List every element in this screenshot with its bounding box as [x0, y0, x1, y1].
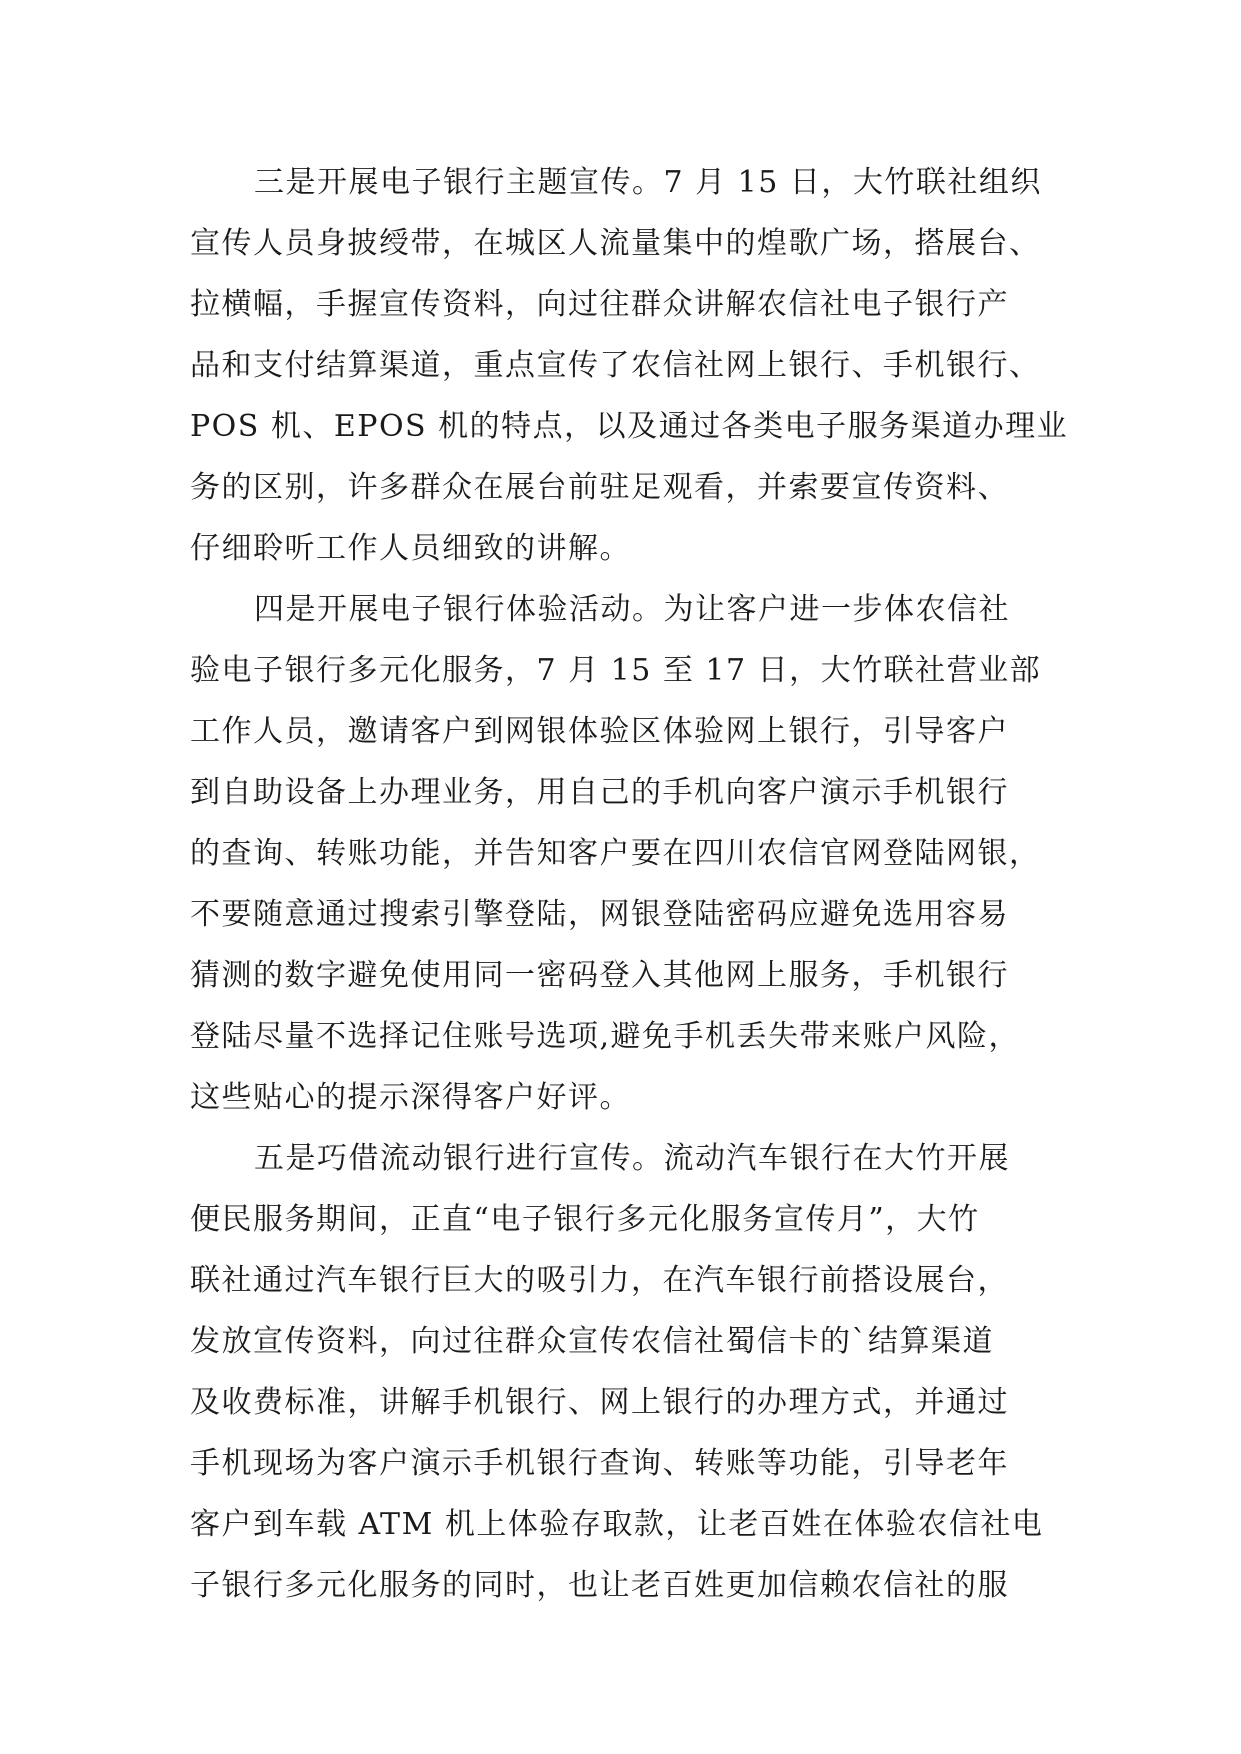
text-line: 宣传人员身披绶带，在城区人流量集中的煌歌广场，搭展台、	[190, 226, 1041, 261]
text-line: 品和支付结算渠道，重点宣传了农信社网上银行、手机银行、	[190, 348, 1041, 383]
text-line: 工作人员，邀请客户到网银体验区体验网上银行，引导客户	[190, 714, 1009, 749]
text-line: 验电子银行多元化服务，7 月 15 至 17 日，大竹联社营业部	[190, 653, 1042, 688]
paragraph-2	[190, 579, 1050, 1128]
paragraph-1	[190, 152, 1069, 579]
text-line: 三是开展电子银行主题宣传。7 月 15 日，大竹联社组织	[254, 165, 1042, 200]
text-line: 登陆尽量不选择记住账号选项,避免手机丢失带来账户风险，	[190, 1019, 1021, 1054]
text-line: 到自助设备上办理业务，用自己的手机向客户演示手机银行	[190, 775, 1009, 810]
text-line: 猜测的数字避免使用同一密码登入其他网上服务，手机银行	[190, 958, 1009, 993]
text-line: 客户到车载 ATM 机上体验存取款，让老百姓在体验农信社电	[190, 1507, 1044, 1542]
text-line: 手机现场为客户演示手机银行查询、转账等功能，引导老年	[190, 1446, 1009, 1481]
text-line: POS 机、EPOS 机的特点，以及通过各类电子服务渠道办理业	[190, 409, 1069, 444]
text-line: 及收费标准，讲解手机银行、网上银行的办理方式，并通过	[190, 1385, 1009, 1420]
text-line: 发放宣传资料，向过往群众宣传农信社蜀信卡的`结算渠道	[190, 1324, 994, 1359]
text-line: 拉横幅，手握宣传资料，向过往群众讲解农信社电子银行产	[190, 287, 1009, 322]
text-line: 联社通过汽车银行巨大的吸引力，在汽车银行前搭设展台，	[190, 1263, 1009, 1298]
text-line: 这些贴心的提示深得客户好评。	[190, 1080, 631, 1115]
text-line: 不要随意通过搜索引擎登陆，网银登陆密码应避免选用容易	[190, 897, 1009, 932]
text-line: 的查询、转账功能，并告知客户要在四川农信官网登陆网银，	[190, 836, 1041, 871]
text-line: 子银行多元化服务的同时，也让老百姓更加信赖农信社的服	[190, 1568, 1009, 1603]
text-line: 仔细聆听工作人员细致的讲解。	[190, 531, 631, 566]
text-line: 便民服务期间，正直“电子银行多元化服务宣传月”，大竹	[190, 1202, 980, 1237]
text-line: 五是巧借流动银行进行宣传。流动汽车银行在大竹开展	[254, 1141, 1010, 1176]
text-line: 四是开展电子银行体验活动。为让客户进一步体农信社	[254, 592, 1010, 627]
text-line: 务的区别，许多群众在展台前驻足观看，并索要宣传资料、	[190, 470, 1009, 505]
body-text	[190, 152, 1069, 1616]
paragraph-3	[190, 1128, 1050, 1616]
